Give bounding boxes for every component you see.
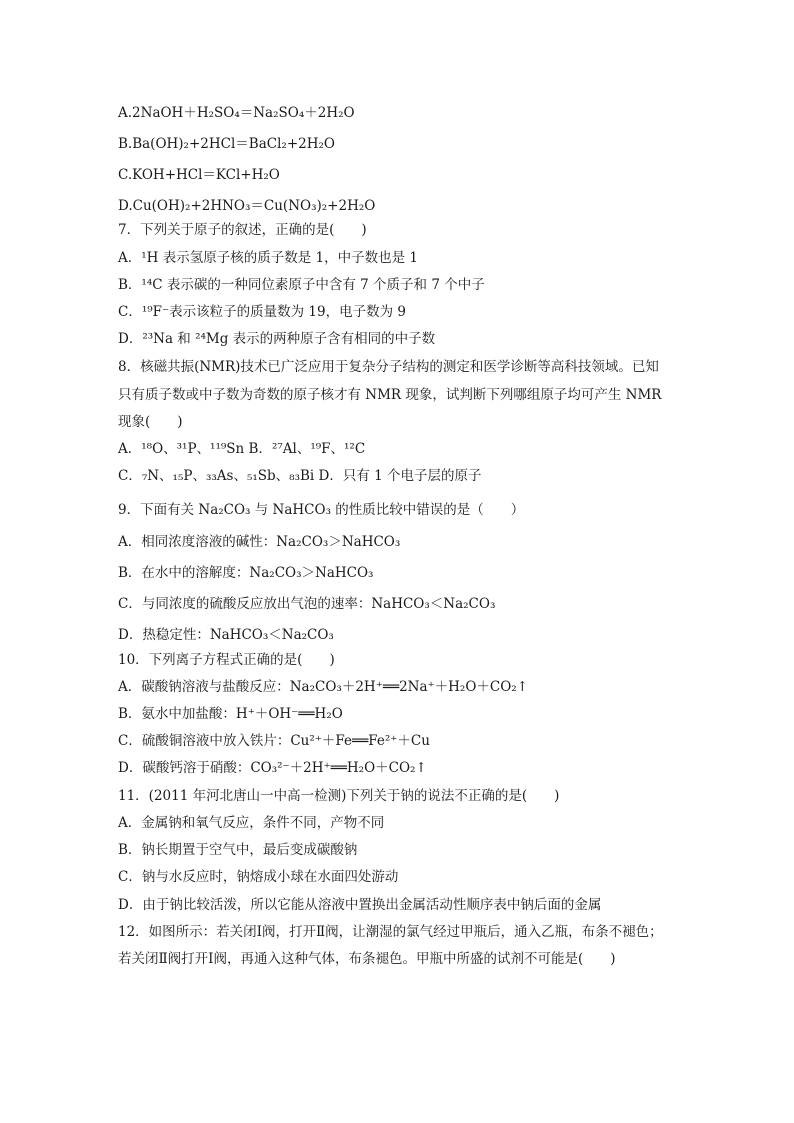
question-8-stem: 现象( ) — [118, 414, 183, 430]
option-line: B.Ba(OH)₂+2HCl＝BaCl₂+2H₂O — [118, 136, 335, 152]
option-line: A．相同浓度溶液的碱性：Na₂CO₃＞NaHCO₃ — [118, 534, 401, 550]
option-line: B．氨水中加盐酸：H⁺＋OH⁻══H₂O — [118, 706, 343, 722]
question-11-stem: 11．(2011 年河北唐山一中高一检测)下列关于钠的说法不正确的是( ) — [118, 788, 560, 804]
option-line: C．与同浓度的硫酸反应放出气泡的速率：NaHCO₃＜Na₂CO₃ — [118, 596, 496, 612]
question-10-stem: 10．下列离子方程式正确的是( ) — [118, 652, 335, 668]
option-line: B．¹⁴C 表示碳的一种同位素原子中含有 7 个质子和 7 个中子 — [118, 277, 485, 293]
option-line: A．金属钠和氧气反应，条件不同，产物不同 — [118, 815, 385, 831]
option-line: D．²³Na 和 ²⁴Mg 表示的两种原子含有相同的中子数 — [118, 331, 436, 347]
question-8-stem: 8．核磁共振(NMR)技术已广泛应用于复杂分子结构的测定和医学诊断等高科技领域。已知 — [118, 359, 659, 375]
option-line: A．¹H 表示氢原子核的质子数是 1，中子数也是 1 — [118, 250, 418, 266]
question-12-stem: 12．如图所示：若关闭Ⅰ阀，打开Ⅱ阀，让潮湿的氯气经过甲瓶后，通入乙瓶，布条不褪色； — [118, 924, 663, 940]
option-line: D．碳酸钙溶于硝酸：CO₃²⁻＋2H⁺══H₂O＋CO₂↑ — [118, 760, 427, 776]
option-line: D．热稳定性：NaHCO₃＜Na₂CO₃ — [118, 627, 334, 643]
option-line: A．¹⁸O、³¹P、¹¹⁹Sn B．²⁷Al、¹⁹F、¹²C — [118, 441, 366, 457]
option-line: C．¹⁹F⁻表示该粒子的质量数为 19，电子数为 9 — [118, 304, 406, 320]
option-line: A．碳酸钠溶液与盐酸反应：Na₂CO₃＋2H⁺══2Na⁺＋H₂O＋CO₂↑ — [118, 679, 529, 695]
option-line: C.KOH+HCl＝KCl+H₂O — [118, 167, 280, 183]
option-line: B．在水中的溶解度：Na₂CO₃＞NaHCO₃ — [118, 565, 374, 581]
option-line: B．钠长期置于空气中，最后变成碳酸钠 — [118, 842, 358, 858]
question-7-stem: 7．下列关于原子的叙述，正确的是( ) — [118, 222, 367, 238]
option-line: C．₇N、₁₅P、₃₃As、₅₁Sb、₈₃Bi D．只有 1 个电子层的原子 — [118, 468, 482, 484]
option-line: C．硫酸铜溶液中放入铁片：Cu²⁺＋Fe══Fe²⁺＋Cu — [118, 733, 430, 749]
option-line: C．钠与水反应时，钠熔成小球在水面四处游动 — [118, 869, 399, 885]
option-line: D．由于钠比较活泼，所以它能从溶液中置换出金属活动性顺序表中钠后面的金属 — [118, 897, 602, 913]
question-8-stem: 只有质子数或中子数为奇数的原子核才有 NMR 现象，试判断下列哪组原子均可产生 NMR — [118, 387, 662, 403]
question-9-stem: 9．下面有关 Na₂CO₃ 与 NaHCO₃ 的性质比较中错误的是（ ） — [118, 502, 525, 518]
option-line: A.2NaOH＋H₂SO₄＝Na₂SO₄＋2H₂O — [118, 105, 355, 121]
question-12-stem: 若关闭Ⅱ阀打开Ⅰ阀，再通入这种气体，布条褪色。甲瓶中所盛的试剂不可能是( ) — [118, 951, 616, 967]
option-line: D.Cu(OH)₂+2HNO₃＝Cu(NO₃)₂+2H₂O — [118, 198, 376, 214]
